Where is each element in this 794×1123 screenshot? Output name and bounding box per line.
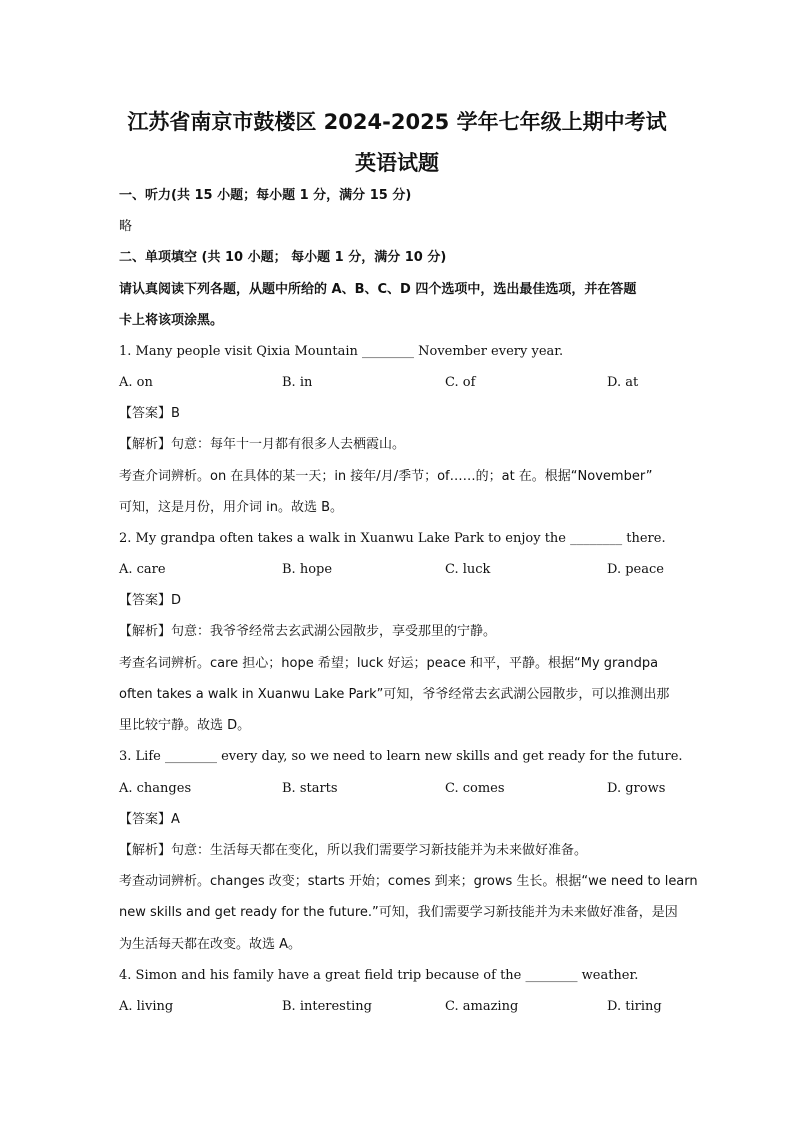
- option-d: D. tiring: [607, 999, 662, 1014]
- analysis-line: 【解析】句意：生活每天都在变化，所以我们需要学习新技能并为未来做好准备。: [119, 843, 588, 858]
- option-b: B. hope: [282, 562, 333, 577]
- analysis-line: 【解析】句意：我爷爷经常去玄武湖公园散步，享受那里的宁静。: [119, 624, 497, 639]
- section1-heading: 一、听力(共 15 小题；每小题 1 分，满分 15 分): [119, 188, 412, 203]
- option-b: B. interesting: [282, 999, 372, 1014]
- analysis-line: often takes a walk in Xuanwu Lake Park”可知，爷爷经常去玄武湖公园散步，可以推测出那: [119, 687, 670, 702]
- section2-instruction-cont: 卡上将该项涂黑。: [119, 313, 224, 328]
- analysis-line: 可知，这是月份，用介词 in。故选 B。: [119, 500, 344, 515]
- section2-heading: 二、单项填空 (共 10 小题； 每小题 1 分，满分 10 分): [119, 250, 447, 265]
- analysis-line: 为生活每天都在改变。故选 A。: [119, 937, 302, 952]
- option-b: B. starts: [282, 781, 338, 796]
- analysis-line: 考查介词辨析。on 在具体的某一天；in 接年/月/季节；of……的；at 在。根据“November”: [119, 469, 653, 484]
- option-d: D. grows: [607, 781, 666, 796]
- option-c: C. amazing: [445, 999, 519, 1014]
- question-stem: 1. Many people visit Qixia Mountain ________ November every year.: [119, 344, 564, 359]
- option-a: A. care: [119, 562, 166, 577]
- option-c: C. of: [445, 375, 476, 390]
- option-a: A. on: [119, 375, 153, 390]
- question-stem: 4. Simon and his family have a great field trip because of the ________ weather.: [119, 968, 639, 983]
- analysis-line: 考查名词辨析。care 担心；hope 希望；luck 好运；peace 和平，平静。根据“My grandpa: [119, 656, 659, 671]
- section1-note: 略: [119, 219, 133, 234]
- option-a: A. living: [119, 999, 174, 1014]
- answer-label: 【答案】D: [119, 593, 182, 608]
- analysis-line: 里比较宁静。故选 D。: [119, 718, 251, 733]
- option-a: A. changes: [119, 781, 192, 796]
- question-stem: 3. Life ________ every day, so we need to learn new skills and get ready for the future.: [119, 749, 683, 764]
- question-stem: 2. My grandpa often takes a walk in Xuanwu Lake Park to enjoy the ________ there.: [119, 531, 666, 546]
- analysis-line: 【解析】句意：每年十一月都有很多人去栖霞山。: [119, 437, 406, 452]
- analysis-line: new skills and get ready for the future.”可知，我们需要学习新技能并为未来做好准备，是因: [119, 905, 678, 920]
- exam-subtitle: 英语试题: [355, 151, 439, 175]
- option-c: C. luck: [445, 562, 491, 577]
- section2-instruction: 请认真阅读下列各题，从题中所给的 A、B、C、D 四个选项中，选出最佳选项，并在答题: [119, 282, 637, 297]
- analysis-line: 考查动词辨析。changes 改变；starts 开始；comes 到来；grows 生长。根据“we need to learn: [119, 874, 698, 889]
- answer-label: 【答案】B: [119, 406, 180, 421]
- option-d: D. peace: [607, 562, 664, 577]
- exam-title: 江苏省南京市鼓楼区 2024-2025 学年七年级上期中考试: [127, 110, 667, 134]
- option-c: C. comes: [445, 781, 505, 796]
- answer-label: 【答案】A: [119, 812, 180, 827]
- option-d: D. at: [607, 375, 639, 390]
- option-b: B. in: [282, 375, 313, 390]
